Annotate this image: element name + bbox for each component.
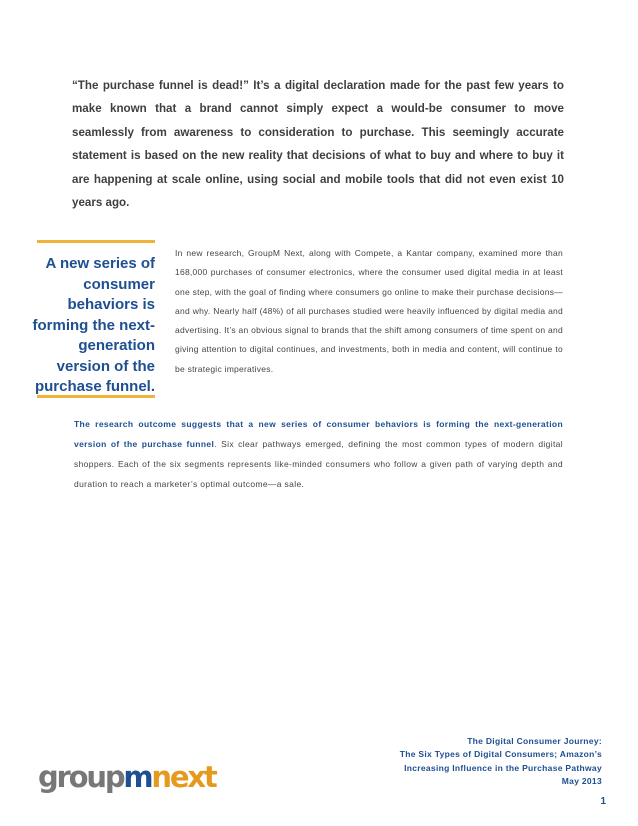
pullquote: A new series of consumer behaviors is forming the next-generation version of the purchase funnel. xyxy=(32,255,155,395)
pullquote-bottom-rule xyxy=(37,395,155,398)
logo-next-text: next xyxy=(151,760,216,794)
footer-title-line-1: The Digital Consumer Journey: xyxy=(467,736,602,746)
groupm-next-logo xyxy=(38,757,216,797)
footer-title-line-3: Increasing Influence in the Purchase Pathway xyxy=(404,762,602,773)
footer-document-info xyxy=(400,735,602,788)
pullquote-top-rule xyxy=(37,240,155,243)
research-paragraph: In new research, GroupM Next, along with Compete, a Kantar company, examined more than 168,000 purchases of consumer electronics, where the consumer used digital media in at least one step, with the goal of finding where consumers go online to make their purchase decisions—and why. Nearly half (48%) of all purchases studied were heavily influenced by digital media and advertising. It’s an obvious signal to brands that the shift among consumers of time spent on and giving attention to digital continues, and investments, both in media and content, will continue to be strategic imperatives. xyxy=(175,248,563,374)
outcome-text: . Six clear pathways emerged, defining the most common types of modern digital shoppers. Each of the six segments represents like-minded consumers who follow a given path of varying depth and duration to reach a marketer’s optimal outcome—a sale. xyxy=(74,439,564,489)
footer-date: May 2013 xyxy=(561,775,602,786)
outcome-paragraph xyxy=(74,414,563,494)
outcome-highlight: The research outcome suggests that a new series of consumer behaviors is forming the next-generation version of the purchase funnel xyxy=(74,419,563,449)
logo-m-text: m xyxy=(123,760,152,794)
intro-paragraph: “The purchase funnel is dead!” It’s a digital declaration made for the past few years to make known that a brand cannot simply expect a would-be consumer to move seamlessly from awareness to consideration to purchase. This seemingly accurate statement is based on the new reality that decisions of what to buy and where to buy it are happening at scale online, using social and mobile tools that did not even exist 10 years ago. xyxy=(72,79,564,210)
logo-group-text: group xyxy=(38,760,124,794)
footer-title-line-2: The Six Types of Digital Consumers; Amazon’s xyxy=(399,749,602,760)
page-number: 1 xyxy=(600,796,606,807)
